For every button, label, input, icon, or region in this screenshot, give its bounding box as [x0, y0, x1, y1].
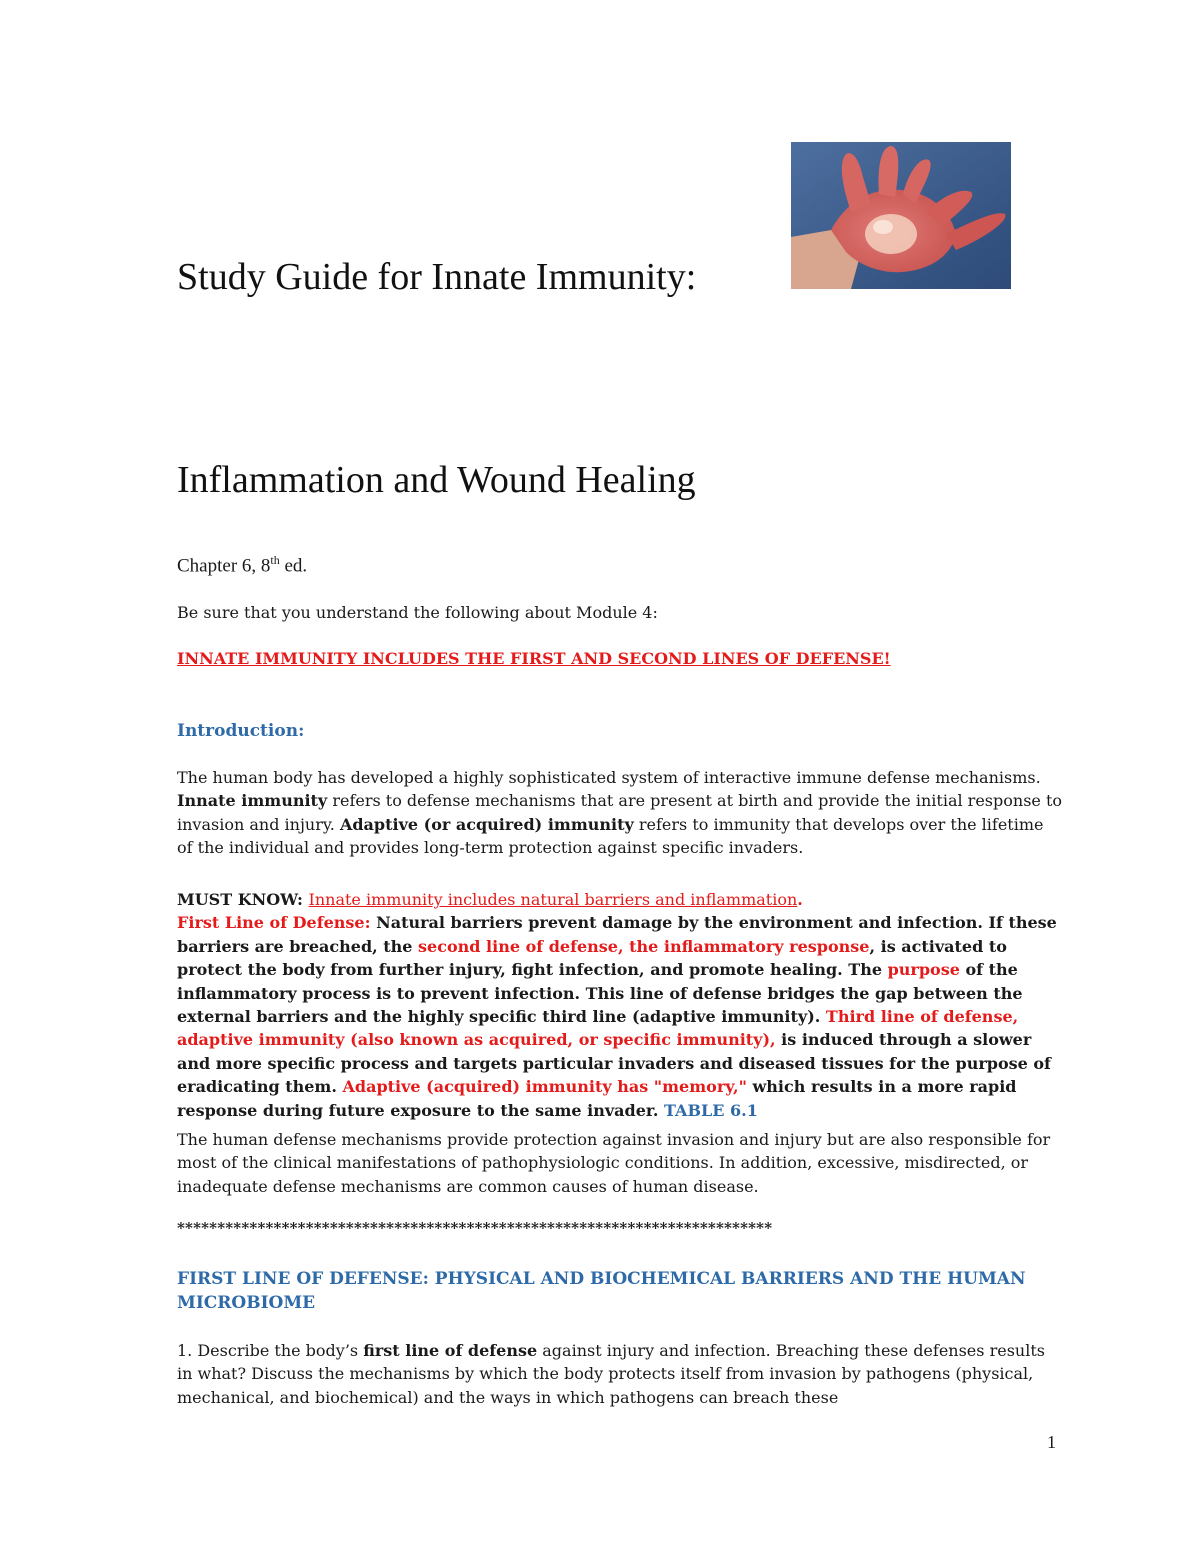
intro-text-1: The human body has developed a highly sophisticated system of interactive immune defense mechanisms. [177, 768, 1041, 787]
must-know-and-defense-block [177, 888, 1062, 1122]
intro-text-3: refers to immunity that develops over the lifetime of the individual and provides long-term protection against specific invaders. [177, 814, 1044, 858]
must-know-period: . [797, 890, 803, 909]
innate-immunity-banner: INNATE IMMUNITY INCLUDES THE FIRST AND SECOND LINES OF DEFENSE! [177, 649, 891, 668]
memory-label: Adaptive (acquired) immunity has "memory," [342, 1077, 747, 1097]
question-1-text-1: 1. Describe the body’s [177, 1341, 364, 1360]
chapter-superscript: th [270, 553, 280, 567]
defense-text-1: Natural barriers prevent damage by the environment and infection. If these barriers are breached, the [177, 913, 1057, 956]
defense-text-2: , is activated to protect the body from further injury, fight infection, and promote healing. The [177, 936, 1007, 980]
closing-paragraph: The human defense mechanisms provide protection against invasion and injury but are also responsible for most of the clinical manifestations of pathophysiologic conditions. In addition, excessive, misdirected, or inadequate defense mechanisms are common causes of human disease. [177, 1130, 1051, 1196]
chapter-text: Chapter 6, 8 [177, 555, 271, 577]
must-know-label: MUST KNOW: [177, 890, 309, 909]
adaptive-immunity-term: Adaptive (or acquired) immunity [339, 814, 634, 834]
question-1 [177, 1339, 1062, 1409]
defense-text-3: of the inflammatory process is to prevent infection. This line of defense bridges the gap between the external barriers and the highly specific third line (adaptive immunity). [177, 960, 1023, 1027]
lines-of-defense-paragraph [177, 911, 1062, 1122]
document-subtitle: Inflammation and Wound Healing [177, 459, 696, 501]
question-1-text-2: against injury and infection. Breaching these defenses results in what? Discuss the mechanisms by which the body protects itself from invasion by pathogens (physical, mechanical, and biochemical) and the ways in which pathogens can breach these [177, 1341, 1045, 1407]
must-know-line [177, 888, 1062, 911]
first-line-label: First Line of Defense: [177, 913, 371, 933]
must-know-text: Innate immunity includes natural barriers and inflammation [308, 890, 798, 909]
first-line-section-heading: FIRST LINE OF DEFENSE: PHYSICAL AND BIOCHEMICAL BARRIERS AND THE HUMAN MICROBIOME [177, 1269, 1026, 1313]
second-line-label: second line of defense, the inflammatory response [418, 936, 870, 956]
hand-illustration [791, 142, 1011, 289]
innate-immunity-term: Innate immunity [177, 791, 328, 811]
purpose-label: purpose [887, 960, 960, 980]
table-reference: TABLE 6.1 [664, 1100, 758, 1120]
module-line: Be sure that you understand the following about Module 4: [177, 603, 658, 622]
third-line-label: Third line of defense, adaptive immunity (also known as acquired, or specific immunity), [177, 1007, 1019, 1050]
chapter-line [177, 553, 307, 577]
intro-text-2: refers to defense mechanisms that are present at birth and provide the initial response to invasion and injury. [177, 791, 1063, 834]
defense-text-5: which results in a more rapid response during future exposure to the same invader. [177, 1077, 1017, 1120]
section-divider: ************************************************************************** [177, 1219, 773, 1237]
question-1-term: first line of defense [363, 1341, 538, 1360]
introduction-heading: Introduction: [177, 721, 305, 741]
burned-hand-photo [791, 142, 1011, 289]
introduction-paragraph [177, 766, 1062, 860]
defense-text-4: is induced through a slower and more specific process and targets particular invaders and diseased tissues for the purpose of eradicating them. [177, 1030, 1051, 1097]
chapter-edition: ed. [279, 555, 308, 577]
page-number: 1 [1047, 1432, 1056, 1452]
document-title: Study Guide for Innate Immunity: [177, 256, 697, 298]
